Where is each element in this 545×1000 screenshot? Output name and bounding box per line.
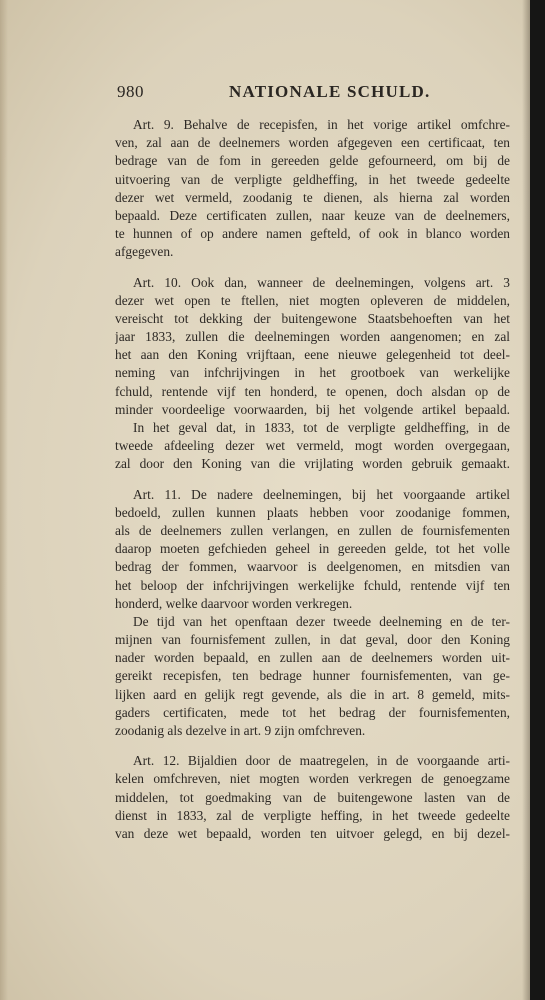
text-line: als de deelnemers zullen verlangen, en zullen de fournisfementen: [115, 522, 510, 538]
text-line: bedrage van de fom in gereeden gelde gefourneerd, om bij de: [115, 153, 510, 169]
text-line: zoodanig als dezelve in art. 9 zijn omfchreven.: [115, 723, 366, 738]
paragraph-art-10-continued: [115, 419, 510, 474]
running-title: NATIONALE SCHULD.: [229, 82, 431, 101]
text-line: het beloop der infchrijvingen werkelijke fchuld, rentende vijf ten: [115, 577, 510, 593]
paragraph-art-10: [115, 274, 510, 420]
text-line: bedrag der fommen, waarvoor is deelgenomen, en mitsdien van: [115, 559, 510, 575]
text-line: neming van infchrijvingen in het grootboek van werkelijke: [115, 365, 510, 381]
text-line: het aan den Koning vrijftaan, eene nieuwe gelegenheid tot deel-: [115, 347, 510, 363]
paragraph-art-9: [115, 116, 510, 262]
paragraph-art-12: [115, 752, 510, 843]
text-line: jaar 1833, zullen die deelnemingen worden aangenomen; en zal: [115, 329, 510, 345]
text-line: te hunnen of op andere namen gefteld, of ook in blanco worden: [115, 226, 510, 242]
text-line: afgegeven.: [115, 244, 174, 260]
page-header: [117, 82, 509, 106]
text-line: gereikt recepisfen, ten bedrage hunner fournisfementen, van ge-: [115, 668, 510, 684]
page-spine-shadow: [0, 0, 8, 1000]
paragraph-art-11-continued: [115, 613, 510, 740]
text-line: In het geval dat, in 1833, tot de verpligte geldheffing, in de: [133, 420, 510, 435]
text-line: uitvoering van de verpligte geldheffing, in het tweede gedeelte: [115, 171, 510, 187]
text-line: fchuld, rentende vijf ten honderd, te openen, doch alsdan op de: [115, 383, 510, 399]
paragraph-art-11: [115, 486, 510, 613]
text-line: Art. 11. De nadere deelnemingen, bij het voorgaande artikel: [133, 486, 510, 502]
text-line: kelen omfchreven, niet mogten worden verkregen de genoegzame: [115, 771, 510, 787]
text-line: dezer wet vermeld, zoodanig te dienen, als hierna zal worden: [115, 189, 510, 205]
body-text: [115, 116, 510, 843]
text-line: daarop moeten gefchieden geheel in gereeden gelde, tot het volle: [115, 541, 510, 557]
text-line: zal door den Koning van die vrijlating worden gebruik gemaakt.: [115, 456, 510, 472]
page-number: 980: [117, 82, 144, 101]
text-line: nader worden bepaald, en zullen aan de deelnemers worden uit-: [115, 650, 510, 666]
text-line: vereischt tot dekking der buitengewone Staatsbehoeften van het: [115, 310, 510, 326]
text-line: van deze wet bepaald, worden ten uitvoer gelegd, en bij dezel-: [115, 825, 510, 841]
text-line: ven, zal aan de deelnemers worden afgegeven een certificaat, ten: [115, 135, 510, 151]
text-line: gaders certificaten, mede tot het bedrag der fournisfementen,: [115, 704, 510, 720]
text-line: middelen, tot goedmaking van de buitengewone lasten van de: [115, 789, 510, 805]
text-line: bepaald. Deze certificaten zullen, naar keuze van de deelnemers,: [115, 207, 510, 223]
text-line: mijnen van fournisfement zullen, in dat geval, door den Koning: [115, 632, 510, 648]
text-line: Art. 10. Ook dan, wanneer de deelnemingen, volgens art. 3: [133, 274, 510, 290]
page-edge-shadow: [522, 0, 530, 1000]
text-line: honderd, welke daarvoor worden verkregen.: [115, 595, 353, 611]
text-line: De tijd van het openftaan dezer tweede deelneming en de ter-: [133, 613, 510, 629]
text-line: dezer wet open te ftellen, niet mogten opleveren de middelen,: [115, 292, 510, 308]
text-line: Art. 12. Bijaldien door de maatregelen, in de voorgaande arti-: [133, 753, 510, 769]
text-line: bedoeld, zullen kunnen plaats hebben voor zoodanige fommen,: [115, 504, 510, 520]
text-line: Art. 9. Behalve de recepisfen, in het vorige artikel omfchre-: [133, 117, 510, 132]
text-line: lijken aard en gelijk regt gevende, als die in art. 8 gemeld, mits-: [115, 686, 510, 702]
text-line: minder voordeelige voorwaarden, bij het volgende artikel bepaald.: [115, 401, 510, 417]
text-line: dienst in 1833, zal de verpligte heffing, in het tweede gedeelte: [115, 807, 510, 823]
text-line: tweede afdeeling dezer wet vermeld, mogt worden overgegaan,: [115, 438, 510, 454]
background-edge: [530, 0, 545, 1000]
